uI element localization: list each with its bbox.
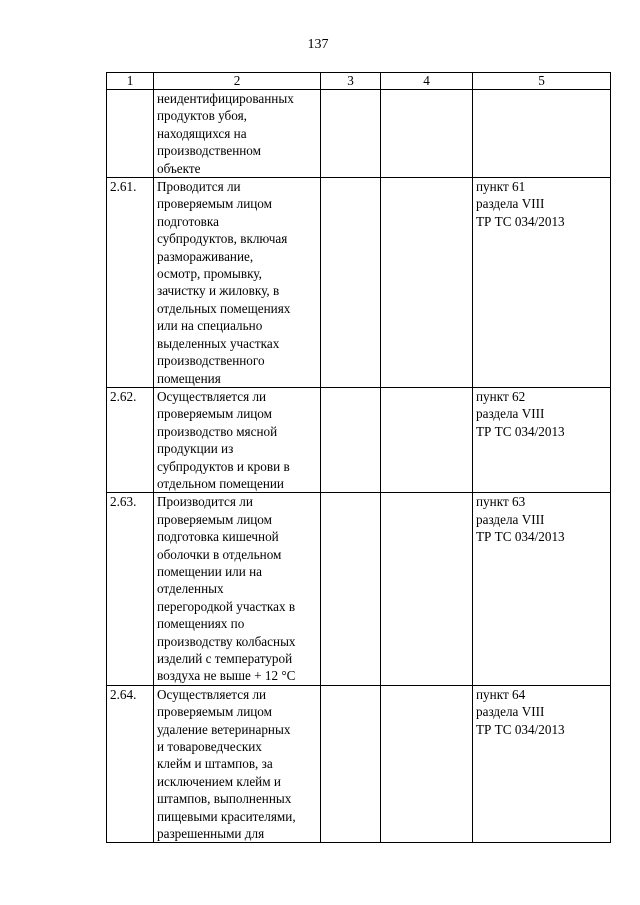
reference-text-line: раздела VIII [476,196,545,212]
requirement-text-line: зачистку и жиловку, в [157,283,280,299]
page-number: 137 [307,37,329,52]
requirement-text-line: размораживание, [157,248,254,264]
column-3-cell [321,493,381,685]
column-3-cell [321,685,381,843]
reference-text-line: ТР ТС 034/2013 [476,721,565,737]
column-4-cell [381,387,473,492]
requirement-text-line: проверяемым лицом [157,406,272,422]
requirement-text-line: производственном [157,143,261,159]
requirement-text-line: оболочки в отдельном [157,546,282,562]
table-row [107,178,611,388]
reference-cell [473,178,611,388]
requirement-text-line: неидентифицированных [157,91,294,106]
reference-cell [473,387,611,492]
requirement-text-line: субпродуктов, включая [157,231,288,247]
item-number: 2.63. [107,493,154,685]
requirement-text-line: или на специально [157,318,263,334]
table-row [107,493,611,685]
requirement-text-line: производственного [157,353,265,369]
requirement-text-line: изделий с температурой [157,651,293,666]
requirement-text-line: клейм и штампов, за [157,756,273,772]
requirement-text-line: подготовка [157,213,219,229]
requirement-text-line: продукции из [157,441,234,457]
item-number: 2.62. [107,387,154,492]
column-3-cell [321,90,381,178]
requirement-text-line: подготовка кишечной [157,529,279,545]
requirement-text-line: пищевыми красителями, [157,808,296,824]
header-row [107,73,611,90]
requirement-cell [154,178,321,388]
reference-text-line: пункт 61 [476,179,526,195]
requirement-text-line: и товароведческих [157,739,262,755]
requirement-text-line: проверяемым лицом [157,511,272,527]
requirement-cell [154,493,321,685]
requirement-text-line: помещении или на [157,563,262,579]
item-number: 2.61. [107,178,154,388]
reference-text-line: раздела VIII [476,511,545,527]
requirement-cell [154,685,321,843]
reference-text-line: раздела VIII [476,406,545,422]
item-number [107,90,154,178]
checklist-table [106,72,611,843]
reference-text-line: раздела VIII [476,704,545,720]
requirement-cell [154,90,321,178]
reference-text-line: ТР ТС 034/2013 [476,529,565,545]
column-header: 4 [381,73,473,90]
table-row [107,90,611,178]
column-header: 2 [154,73,321,90]
requirement-text-line: субпродуктов и крови в [157,458,290,474]
table-row [107,685,611,843]
column-4-cell [381,90,473,178]
requirement-text-line: удаление ветеринарных [157,721,291,737]
column-4-cell [381,178,473,388]
requirement-text-line: отдельных помещениях [157,300,291,316]
requirement-text-line: помещениях по [157,616,245,632]
column-header: 5 [473,73,611,90]
requirement-text-line: производству колбасных [157,633,296,649]
item-number: 2.64. [107,685,154,843]
requirement-text-line: разрешенными для [157,826,265,842]
column-4-cell [381,493,473,685]
requirement-text-line: помещения [157,370,221,386]
table-row [107,387,611,492]
requirement-text-line: производство мясной [157,423,278,439]
column-header: 3 [321,73,381,90]
requirement-text-line: проверяемым лицом [157,704,272,720]
reference-cell [473,90,611,178]
requirement-cell [154,387,321,492]
column-3-cell [321,178,381,388]
requirement-text-line: штампов, выполненных [157,791,292,807]
reference-text-line: пункт 63 [476,494,526,510]
column-header: 1 [107,73,154,90]
reference-text-line: ТР ТС 034/2013 [476,423,565,439]
requirement-text-line: продуктов убоя, [157,108,247,124]
requirement-text-line: выделенных участках [157,335,280,351]
reference-cell [473,493,611,685]
reference-text-line: ТР ТС 034/2013 [476,213,565,229]
requirement-text-line: проверяемым лицом [157,196,272,212]
requirement-text-line: воздуха не выше + 12 °С [157,668,296,684]
requirement-text-line: перегородкой участках в [157,598,296,614]
requirement-text-line: Производится ли [157,494,253,510]
requirement-text-line: Проводится ли [157,179,241,195]
reference-text-line: пункт 64 [476,686,526,702]
column-3-cell [321,387,381,492]
requirement-text-line: отдельном помещении [157,475,284,491]
requirement-text-line: находящихся на [157,125,247,141]
column-4-cell [381,685,473,843]
requirement-text-line: осмотр, промывку, [157,266,262,282]
requirement-text-line: исключением клейм и [157,773,281,789]
requirement-text-line: объекте [157,160,201,176]
reference-text-line: пункт 62 [476,388,526,404]
reference-cell [473,685,611,843]
requirement-text-line: Осуществляется ли [157,388,267,404]
requirement-text-line: Осуществляется ли [157,686,267,702]
requirement-text-line: отделенных [157,581,224,597]
